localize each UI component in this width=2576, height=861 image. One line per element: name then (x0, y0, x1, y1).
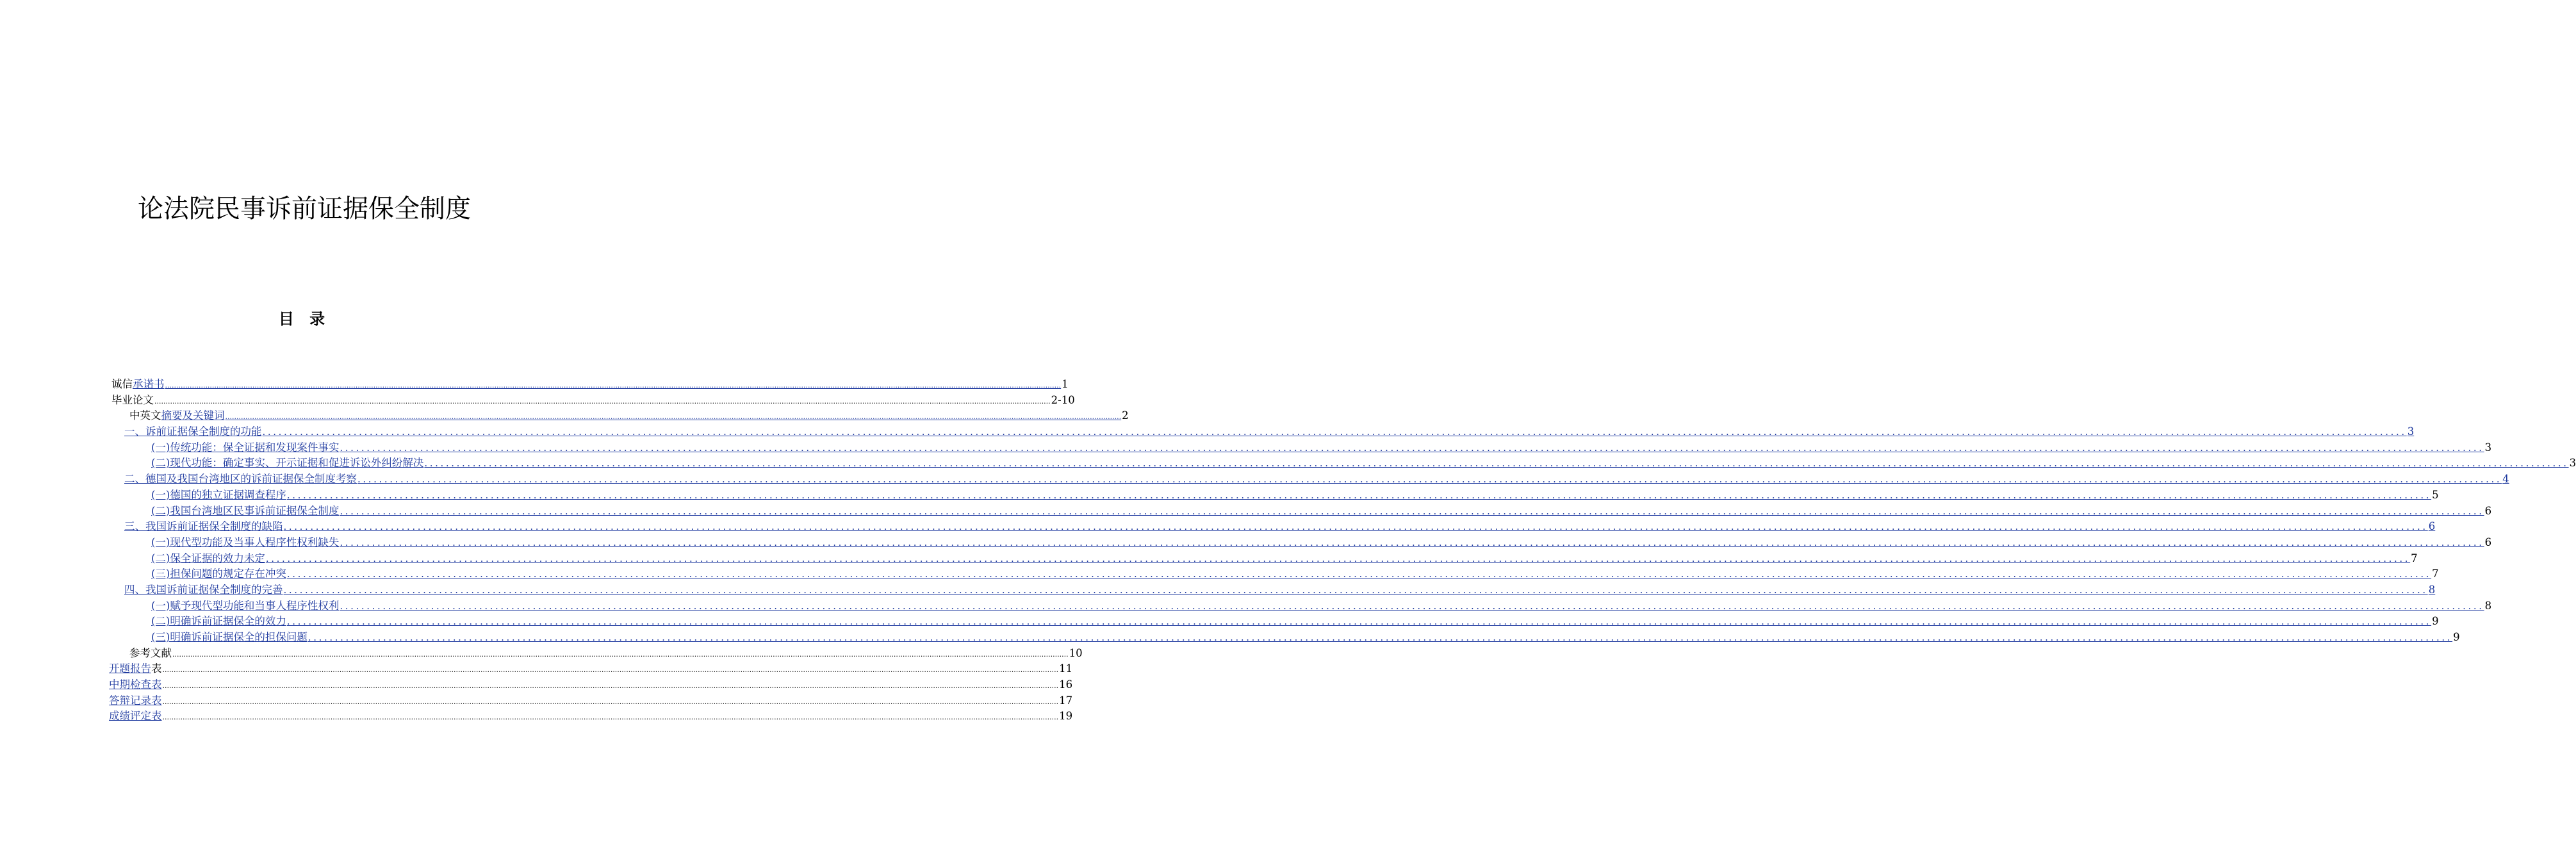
toc-page-number: 7 (2432, 568, 2439, 580)
toc-leader-dots: ................................................................................................................................................................................................................................................................................................................................................................................................................ (172, 650, 1069, 659)
toc-leader-dots: ................................................................................................................................................................................................................................................................................................................................................................................................................ (357, 473, 2502, 486)
toc-entry[interactable] (109, 661, 1073, 677)
toc-entry[interactable] (109, 598, 2492, 614)
toc-entry-link[interactable]: 一、诉前证据保全制度的功能 (124, 425, 262, 438)
toc-entry[interactable] (109, 566, 2439, 582)
toc-page-number: 3 (2407, 425, 2415, 438)
toc-entry-link[interactable]: 答辩记录表 (109, 694, 162, 707)
toc-entry-link[interactable]: 开题报告 (109, 662, 151, 675)
toc-entry-link[interactable]: (一)赋予现代型功能和当事人程序性权利 (151, 599, 340, 612)
toc-entry[interactable] (109, 709, 1073, 725)
toc-page-number: 8 (2428, 583, 2436, 596)
toc-leader-dots: ................................................................................................................................................................................................................................................................................................................................................................................................................ (286, 489, 2432, 501)
toc-page-number: 3 (2569, 457, 2576, 470)
toc-leader-dots: ................................................................................................................................................................................................................................................................................................................................................................................................................ (162, 713, 1059, 722)
toc-entry[interactable] (109, 582, 2436, 598)
toc-entry-link[interactable]: 摘要及关键词 (161, 409, 225, 422)
toc-leader-dots: ................................................................................................................................................................................................................................................................................................................................................................................................................ (154, 397, 1051, 406)
toc-page-number: 3 (2484, 441, 2492, 454)
toc-leader-dots: ................................................................................................................................................................................................................................................................................................................................................................................................................ (340, 600, 2484, 612)
toc-entry[interactable] (109, 646, 1083, 662)
toc-entry-link[interactable]: (二)现代功能：确定事实、开示证据和促进诉讼外纠纷解决 (151, 457, 424, 470)
toc-page-number: 5 (2432, 488, 2439, 501)
toc-leader-dots: ................................................................................................................................................................................................................................................................................................................................................................................................................ (340, 536, 2484, 548)
toc-entry[interactable] (109, 677, 1073, 693)
toc-entry[interactable] (109, 377, 1069, 393)
toc-entry-link[interactable]: (一)现代型功能及当事人程序性权利缺失 (151, 536, 340, 548)
toc-entry[interactable] (109, 535, 2492, 551)
toc-entry[interactable] (109, 519, 2436, 535)
toc-leader-dots: ................................................................................................................................................................................................................................................................................................................................................................................................................ (262, 426, 2407, 438)
toc-entry-link[interactable]: 二、德国及我国台湾地区的诉前证据保全制度考察 (124, 473, 357, 486)
toc-entry-link[interactable]: (二)明确诉前证据保全的效力 (151, 615, 286, 628)
toc-page-number: 19 (1059, 710, 1073, 723)
toc-leader-dots: ................................................................................................................................................................................................................................................................................................................................................................................................................ (162, 697, 1059, 706)
toc-leader-dots: ................................................................................................................................................................................................................................................................................................................................................................................................................ (424, 457, 2569, 470)
toc-page-number: 1 (1062, 378, 1069, 390)
toc-entry-link[interactable]: 四、我国诉前证据保全制度的完善 (124, 583, 283, 596)
toc-page-number: 2-10 (1051, 393, 1075, 406)
toc-leader-dots: ................................................................................................................................................................................................................................................................................................................................................................................................................ (283, 521, 2428, 533)
toc-entry-link[interactable]: (三)明确诉前证据保全的担保问题 (151, 631, 308, 643)
table-of-contents (109, 377, 2576, 725)
toc-leader-dots: ................................................................................................................................................................................................................................................................................................................................................................................................................ (225, 413, 1122, 422)
toc-entry[interactable] (109, 488, 2439, 504)
toc-entry-link[interactable]: (二)保全证据的效力未定 (151, 552, 265, 564)
toc-page-number: 9 (2432, 615, 2439, 628)
toc-page-number: 4 (2502, 473, 2509, 486)
toc-page-number: 7 (2411, 552, 2418, 564)
toc-page-number: 6 (2428, 520, 2436, 533)
toc-page-number: 17 (1059, 694, 1073, 707)
toc-leader-dots: ................................................................................................................................................................................................................................................................................................................................................................................................................ (162, 682, 1059, 691)
toc-entry-link[interactable]: 三、我国诉前证据保全制度的缺陷 (124, 520, 283, 533)
toc-entry[interactable] (109, 614, 2439, 630)
toc-page-number: 6 (2484, 536, 2492, 548)
toc-page-number: 9 (2453, 631, 2460, 643)
toc-leader-dots: ................................................................................................................................................................................................................................................................................................................................................................................................................ (286, 568, 2432, 580)
toc-entry-suffix: 表 (151, 662, 162, 675)
toc-page-number: 10 (1069, 646, 1083, 659)
toc-leader-dots: ................................................................................................................................................................................................................................................................................................................................................................................................................ (340, 505, 2484, 517)
toc-entry-link[interactable]: (一)传统功能：保全证据和发现案件事实 (151, 441, 340, 454)
toc-entry[interactable] (109, 424, 2415, 440)
toc-page-number: 2 (1122, 409, 1129, 422)
toc-leader-dots: ................................................................................................................................................................................................................................................................................................................................................................................................................ (308, 632, 2453, 643)
toc-leader-dots: ................................................................................................................................................................................................................................................................................................................................................................................................................ (265, 552, 2411, 564)
toc-entry-link[interactable]: (一)德国的独立证据调查程序 (151, 488, 286, 501)
toc-entry[interactable] (109, 504, 2492, 520)
toc-entry-link[interactable]: (二)我国台湾地区民事诉前证据保全制度 (151, 504, 340, 517)
toc-page-number: 11 (1059, 662, 1073, 675)
document-title: 论法院民事诉前证据保全制度 (138, 194, 471, 224)
toc-leader-dots: ................................................................................................................................................................................................................................................................................................................................................................................................................ (165, 381, 1062, 390)
toc-entry[interactable] (109, 455, 2576, 472)
toc-leader-dots: ................................................................................................................................................................................................................................................................................................................................................................................................................ (162, 666, 1059, 675)
toc-entry-link[interactable]: 承诺书 (133, 378, 165, 390)
toc-page-number: 8 (2484, 599, 2492, 612)
toc-leader-dots: ................................................................................................................................................................................................................................................................................................................................................................................................................ (286, 616, 2432, 628)
toc-leader-dots: ................................................................................................................................................................................................................................................................................................................................................................................................................ (340, 441, 2484, 454)
toc-entry[interactable] (109, 630, 2460, 646)
toc-entry-prefix: 中英文 (129, 409, 161, 422)
toc-entry[interactable] (109, 440, 2492, 456)
toc-entry-link[interactable]: 成绩评定表 (109, 710, 162, 723)
toc-heading: 目 录 (278, 310, 331, 328)
toc-entry[interactable] (109, 551, 2418, 567)
toc-entry-prefix: 参考文献 (129, 646, 172, 659)
toc-page-number: 16 (1059, 678, 1073, 691)
toc-entry-prefix: 毕业论文 (111, 393, 154, 406)
toc-entry-link[interactable]: (三)担保问题的规定存在冲突 (151, 568, 286, 580)
toc-entry[interactable] (109, 408, 1129, 424)
toc-entry-link[interactable]: 中期检查表 (109, 678, 162, 691)
toc-entry[interactable] (109, 472, 2509, 488)
toc-page-number: 6 (2484, 504, 2492, 517)
toc-entry[interactable] (109, 393, 1075, 409)
toc-leader-dots: ................................................................................................................................................................................................................................................................................................................................................................................................................ (283, 584, 2428, 596)
toc-entry[interactable] (109, 693, 1073, 709)
toc-entry-prefix: 诚信 (111, 378, 133, 390)
